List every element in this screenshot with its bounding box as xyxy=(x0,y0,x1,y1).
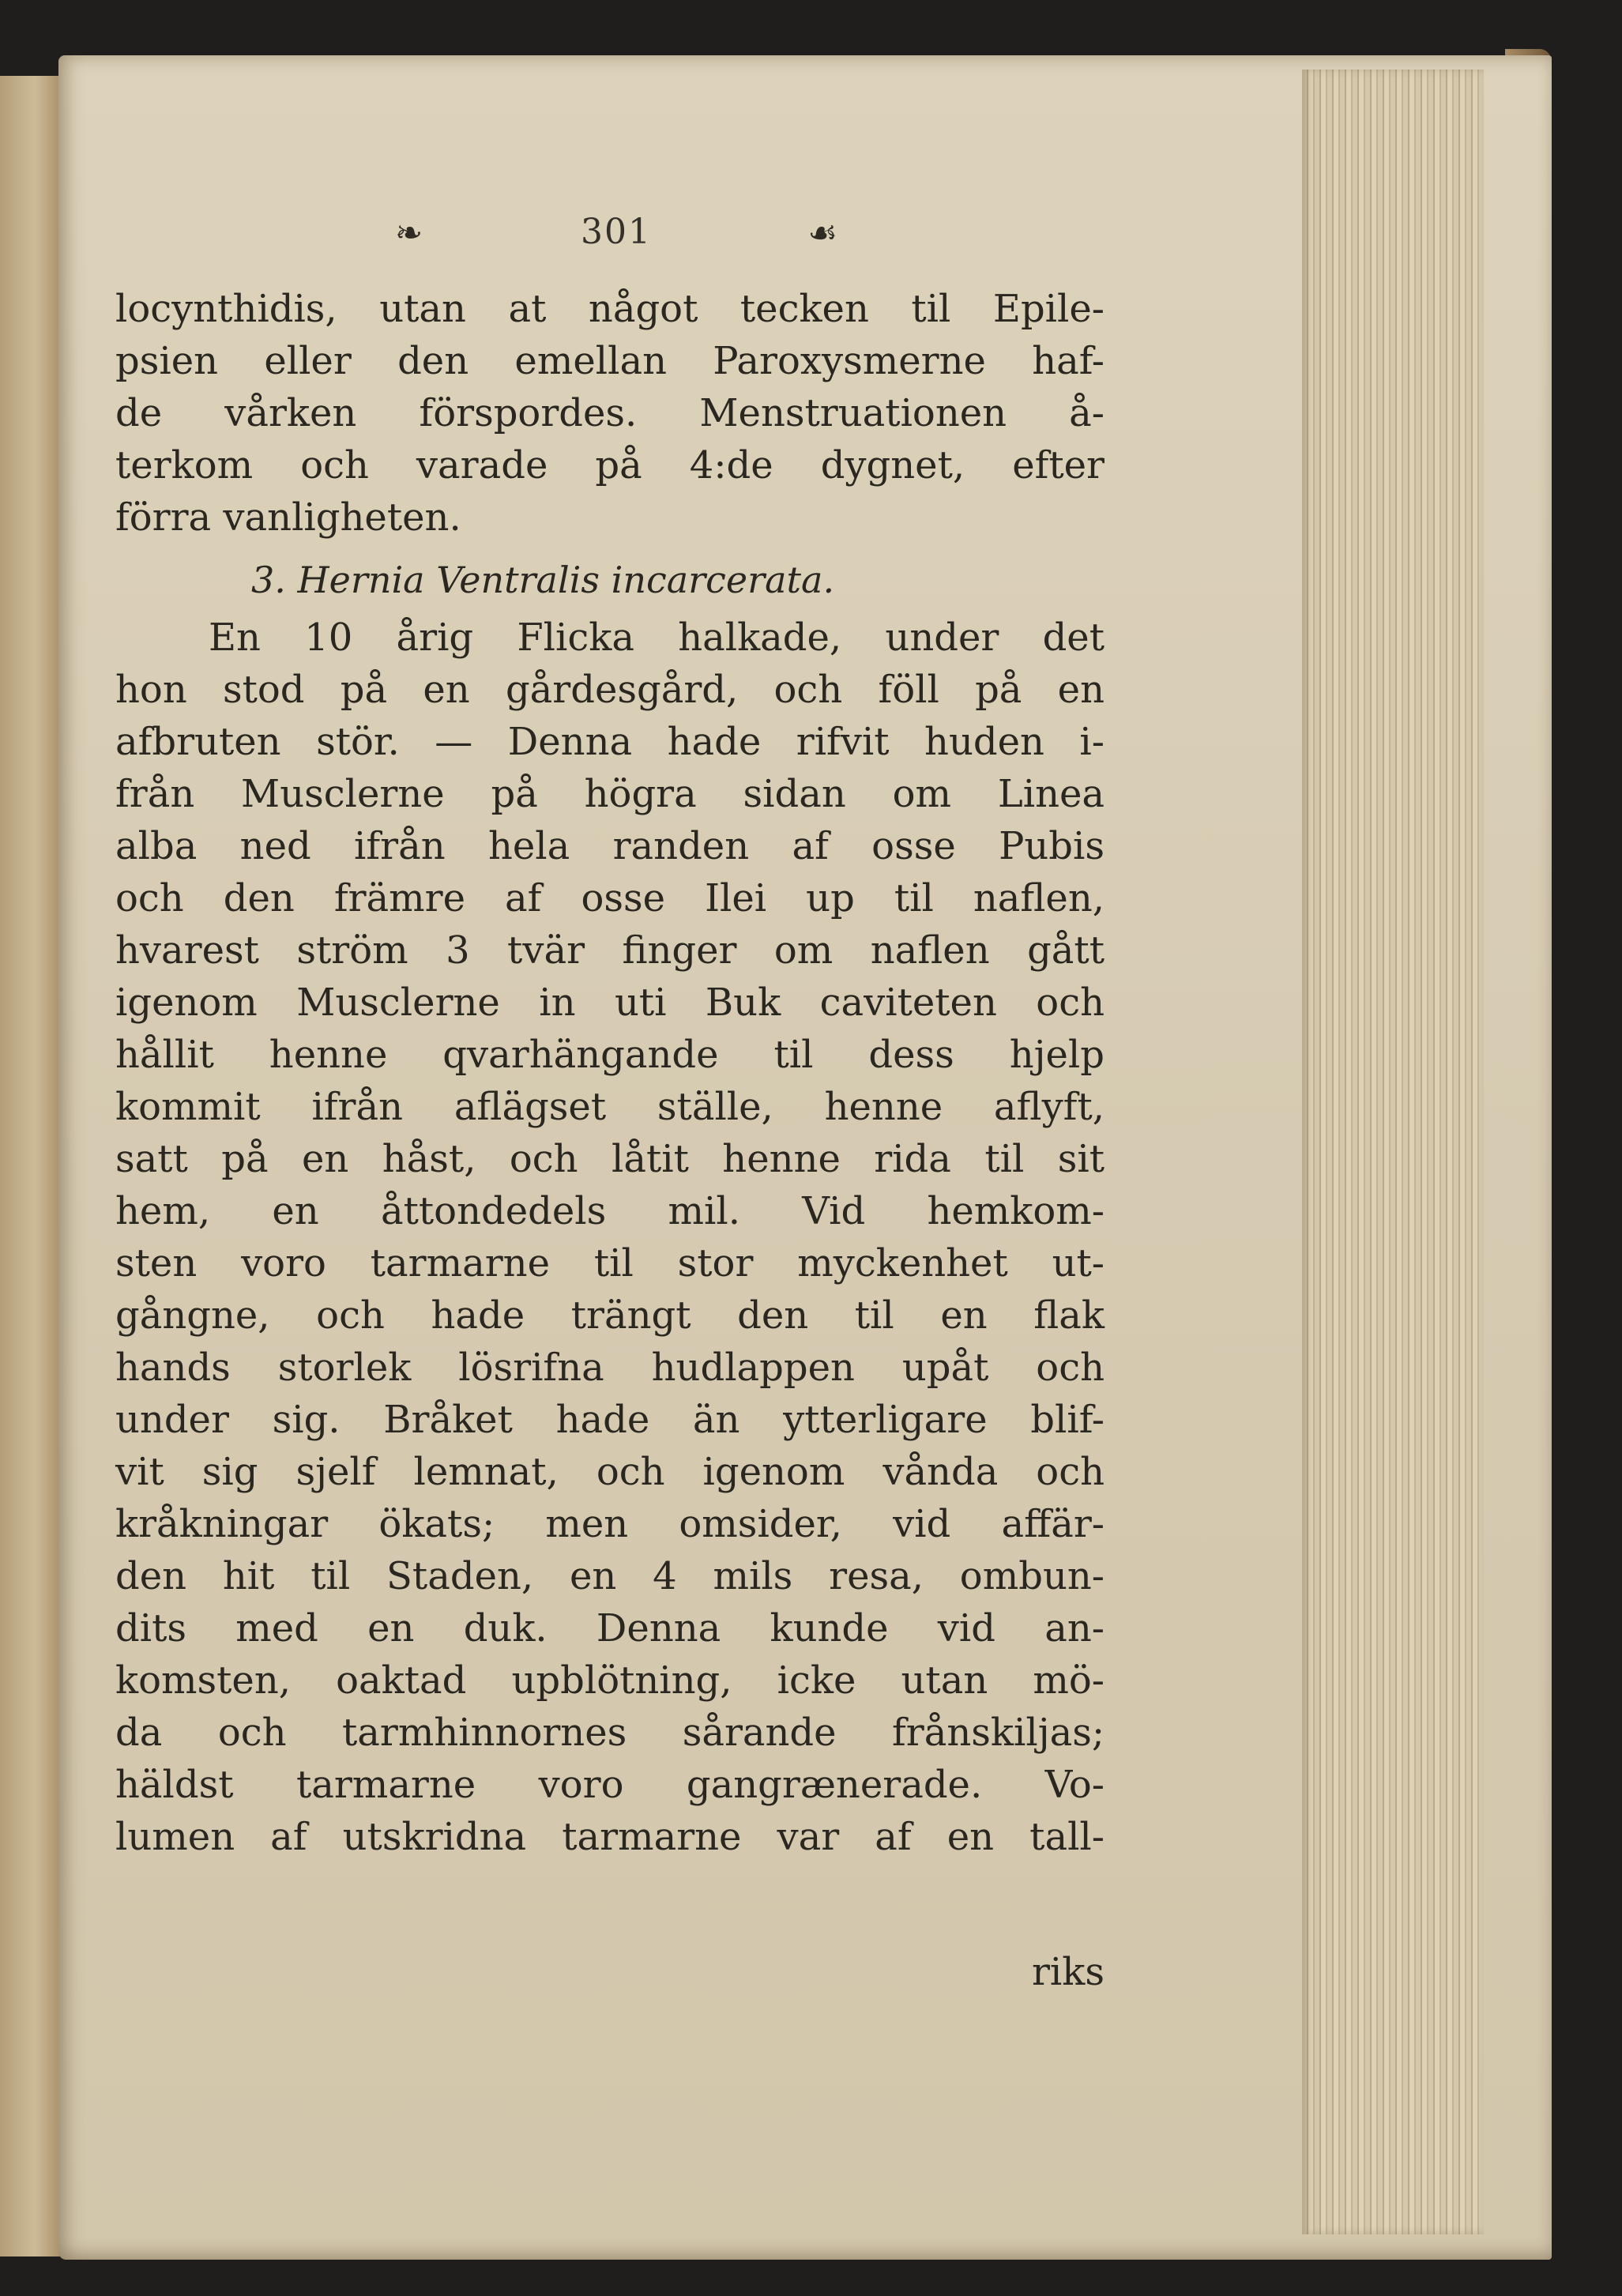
text-line: hands storlek lösrifna hudlappen upåt och xyxy=(115,1346,1105,1390)
text-line: komsten, oaktad upblötning, icke utan mö- xyxy=(115,1658,1105,1703)
text-line: de vårken förspordes. Menstruationen å- xyxy=(115,391,1105,435)
text-line: kommit ifrån aflägset ställe, henne aflyft, xyxy=(115,1085,1105,1129)
text-line: En 10 årig Flicka halkade, under det xyxy=(209,615,1105,660)
text-line: psien eller den emellan Paroxysmerne haf- xyxy=(115,339,1105,383)
text-line: kråkningar ökats; men omsider, vid affär- xyxy=(115,1502,1105,1546)
text-line: afbruten stör. — Denna hade rifvit huden i- xyxy=(115,720,1105,764)
text-line: gångne, och hade trängt den til en flak xyxy=(115,1293,1105,1338)
text-line: satt på en håst, och låtit henne rida til sit xyxy=(115,1137,1105,1181)
left-fleuron-icon: ❧ xyxy=(395,213,423,252)
text-line: alba ned ifrån hela randen af osse Pubis xyxy=(115,824,1105,868)
text-line: sten voro tarmarne til stor myckenhet ut- xyxy=(115,1241,1105,1285)
text-line: locynthidis, utan at något tecken til Epile- xyxy=(115,287,1105,331)
text-line: från Musclerne på högra sidan om Linea xyxy=(115,772,1105,816)
body-text xyxy=(115,283,1105,1863)
right-fleuron-icon: ☙ xyxy=(807,213,837,252)
text-line: da och tarmhinnornes sårande frånskiljas; xyxy=(115,1711,1105,1755)
page-stack-edges xyxy=(1302,70,1484,2234)
text-line: den hit til Staden, en 4 mils resa, ombun- xyxy=(115,1554,1105,1598)
text-line: igenom Musclerne in uti Buk caviteten och xyxy=(115,981,1105,1025)
text-line: förra vanligheten. xyxy=(115,495,461,540)
text-line: häldst tarmarne voro gangrænerade. Vo- xyxy=(115,1763,1105,1807)
page-header xyxy=(395,212,837,259)
text-line: hvarest ström 3 tvär finger om naflen gått xyxy=(115,928,1105,973)
text-line: under sig. Bråket hade än ytterligare blif- xyxy=(115,1398,1105,1442)
text-line: terkom och varade på 4:de dygnet, efter xyxy=(115,443,1105,487)
text-line: hållit henne qvarhängande til dess hjelp xyxy=(115,1033,1105,1077)
text-line: hem, en åttondedels mil. Vid hemkom- xyxy=(115,1189,1105,1233)
text-line: dits med en duk. Denna kunde vid an- xyxy=(115,1606,1105,1650)
text-line: och den främre af osse Ilei up til naflen, xyxy=(115,876,1105,920)
adjacent-page-edge xyxy=(0,76,63,2256)
text-line: lumen af utskridna tarmarne var af en tall- xyxy=(115,1815,1105,1859)
text-line: vit sig sjelf lemnat, och igenom vånda och xyxy=(115,1450,1105,1494)
text-line: hon stod på en gårdesgård, och föll på en xyxy=(115,668,1105,712)
section-heading: 3. Hernia Ventralis incarcerata. xyxy=(251,559,835,601)
catchword: riks xyxy=(1031,1950,1105,1994)
page-number: 301 xyxy=(581,212,652,252)
